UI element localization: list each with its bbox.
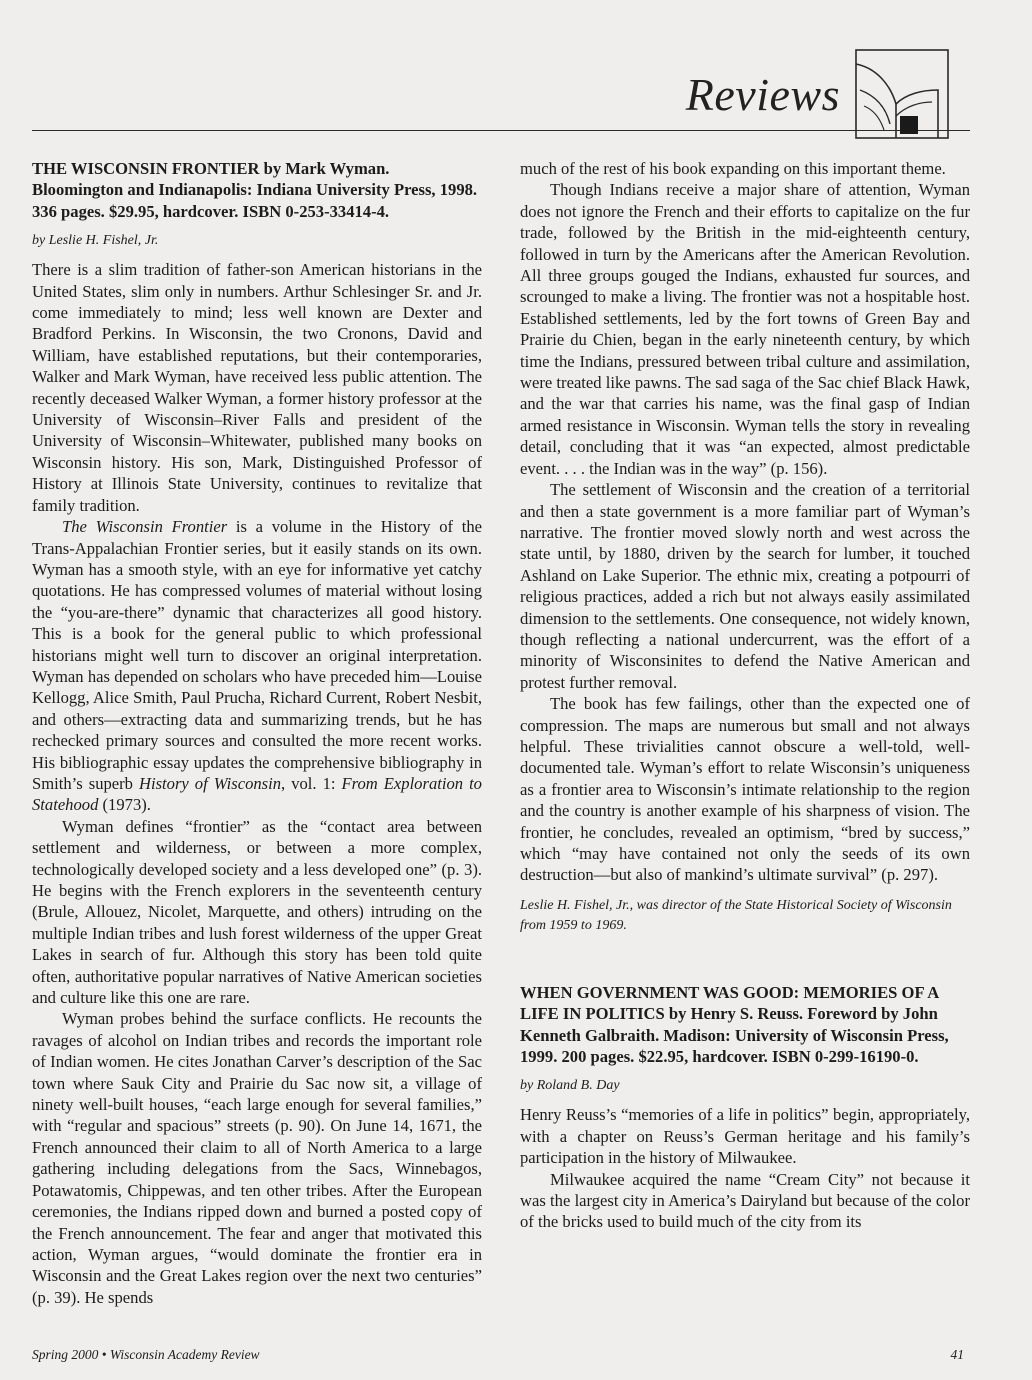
review2-paragraph-2: Milwaukee acquired the name “Cream City” not because it was the largest city in America’s Dairyland but because of the color of the bricks used to build much of the city from its	[520, 1169, 970, 1232]
review1-paragraph-2-text-b: , vol. 1:	[281, 773, 342, 793]
review1-paragraph-4-continued: much of the rest of his book expanding on this important theme.	[520, 159, 946, 178]
right-column	[520, 158, 970, 1233]
reviews-book-logo-icon	[850, 46, 950, 142]
page-number: 41	[950, 1347, 964, 1362]
review1-paragraph-7: The book has few failings, other than the expected one of compression. The maps are numerous but small and not always helpful. These trivialities cannot obscure a well-told, well-documented tale. Wyman’s effort to relate Wisconsin’s uniqueness as a frontier area to Wisconsin’s intimate relationship to the region and the country is another example of his sharpness of vision. The frontier, he concludes, revealed an optimism, “bred by success,” which “may have contained not only the seeds of its own destruction—but also of mankind’s ultimate survival” (p. 297).	[520, 694, 970, 885]
review1-paragraph-2-text-a: is a volume in the History of the Trans-Appalachian Frontier series, but it easily stands on its own. Wyman has a smooth style, with an eye for informative yet catchy quotations. He has compressed volumes of material without losing the “you-are-there” dynamic that characterizes all good history. This is a book for the general public to which professional historians might well turn to discover an original interpretation. Wyman has depended on scholars who have preceded him—Louise Kellogg, Alice Smith, Paul Prucha, Richard Current, Robert Nesbit, and others—extracting data and summarizing trends, but he has rechecked primary sources and consulted the more recent works. His bibliographic essay updates the comprehensive bibliography in Smith’s superb	[32, 517, 483, 793]
footer-issue-info: Spring 2000 • Wisconsin Academy Review	[32, 1347, 260, 1362]
review2-byline: by Roland B. Day	[520, 1078, 620, 1094]
review2-heading: WHEN GOVERNMENT WAS GOOD: MEMORIES OF A LIFE IN POLITICS by Henry S. Reuss. Foreword by John Kenneth Galbraith. Madison: University of Wisconsin Press, 1999. 200 pages. $22.95, hardcover. ISBN 0-299-16190-0.	[520, 982, 949, 1067]
book-title: The Wisconsin Frontier	[62, 517, 228, 537]
review1-heading: THE WISCONSIN FRONTIER by Mark Wyman. Bloomington and Indianapolis: Indiana University Press, 1998. 336 pages. $29.95, hardcover. ISBN 0-253-33414-4.	[32, 159, 478, 221]
review1-author-bio: Leslie H. Fishel, Jr., was director of the State Historical Society of Wisconsin from 1959 to 1969.	[520, 897, 952, 933]
section-title: Reviews	[685, 69, 840, 120]
review1-paragraph-3: Wyman defines “frontier” as the “contact area between settlement and wilderness, or between a more complex, technologically developed society and a less developed one” (p. 3). He begins with the French explorers in the seventeenth century (Brule, Allouez, Nicolet, Marquette, and others) intruding on the multiple Indian tribes and lush forest wilderness of the upper Great Lakes in search of fur. Although this story has been told quite often, authoritative popular narratives of Native American societies and culture like this one are rare.	[32, 816, 482, 1008]
review1-byline: by Leslie H. Fishel, Jr.	[32, 233, 159, 249]
cited-work-title: History of Wisconsin	[139, 773, 282, 793]
review2-paragraph-1: Henry Reuss’s “memories of a life in politics” begin, appropriately, with a chapter on Reuss’s German heritage and his family’s participation in the history of Milwaukee.	[520, 1105, 970, 1168]
review1-paragraph-2	[32, 516, 482, 816]
review1-paragraph-6: The settlement of Wisconsin and the creation of a territorial and then a state government is a more familiar part of Wyman’s narrative. The frontier moved slowly north and west across the state until, by 1880, driven by the search for lumber, it touched Ashland on Lake Superior. The ethnic mix, creating a potpourri of religious practices, added a rich but not always easily assimilated dimension to the settlements. One consequence, not widely known, though reflecting a national undercurrent, was the effort of a minority of Wisconsinites to defend the Native American and protest further removal.	[520, 480, 970, 692]
review-separator	[520, 936, 970, 982]
cited-work-subtitle: From Exploration to Statehood	[32, 773, 482, 815]
review1-paragraph-1: There is a slim tradition of father-son American historians in the United States, slim only in numbers. Arthur Schlesinger Sr. and Jr. come immediately to mind; less well known are Dexter and Bradford Perkins. In Wisconsin, the two Cronons, David and William, have established reputations, but their contemporaries, Walker and Mark Wyman, have received less public attention. The recently deceased Walker Wyman, a former history professor at the University of Wisconsin–River Falls and president of the University of Wisconsin–Whitewater, published many books on Wisconsin history. His son, Mark, Distinguished Professor of History at Illinois State University, continues to revitalize that family tradition.	[32, 260, 482, 515]
review1-paragraph-4: Wyman probes behind the surface conflicts. He recounts the ravages of alcohol on Indian tribes and records the important role of Indian women. He cites Jonathan Carver’s description of the Sac town where Sauk City and Prairie du Sac now sit, a village of ninety well-built houses, “each large enough for several families,” with “regular and spacious” streets (p. 90). On June 14, 1671, the French announced their claim to all of North America to a large gathering including delegations from the Sacs, Winnebagos, Potawatomis, Chippewas, and ten other tribes. After the European ceremonies, the Indians ripped down and burned a posted copy of the French announcement. The fear and anger that motivated this action, Wyman argues, “would dominate the frontier era in Wisconsin and the Great Lakes region over the next two centuries” (p. 39). He spends	[32, 1009, 482, 1307]
review1-paragraph-5: Though Indians receive a major share of attention, Wyman does not ignore the French and their efforts to capitalize on the fur trade, followed by the British in the mid-eighteenth century, followed in turn by the Americans after the American Revolution. All three groups gouged the Indians, exhausted fur sources, and scrounged to make a living. The frontier was not a hospitable host. Established settlements, led by the fort towns of Green Bay and Prairie du Chien, began in the early nineteenth century, by which time the Indians, pressured between tribal culture and assimilation, were treated like pawns. The sad saga of the Sac chief Black Hawk, and the war that carries his name, was the final gasp of Indian armed resistance in Wisconsin. Wyman tells the story in revealing detail, concluding that it was “an expected, almost predictable event. . . . the Indian was in the way” (p. 156).	[520, 180, 970, 478]
left-column	[32, 158, 482, 1308]
header-rule	[32, 130, 970, 131]
review1-paragraph-2-text-c: (1973).	[98, 795, 151, 815]
